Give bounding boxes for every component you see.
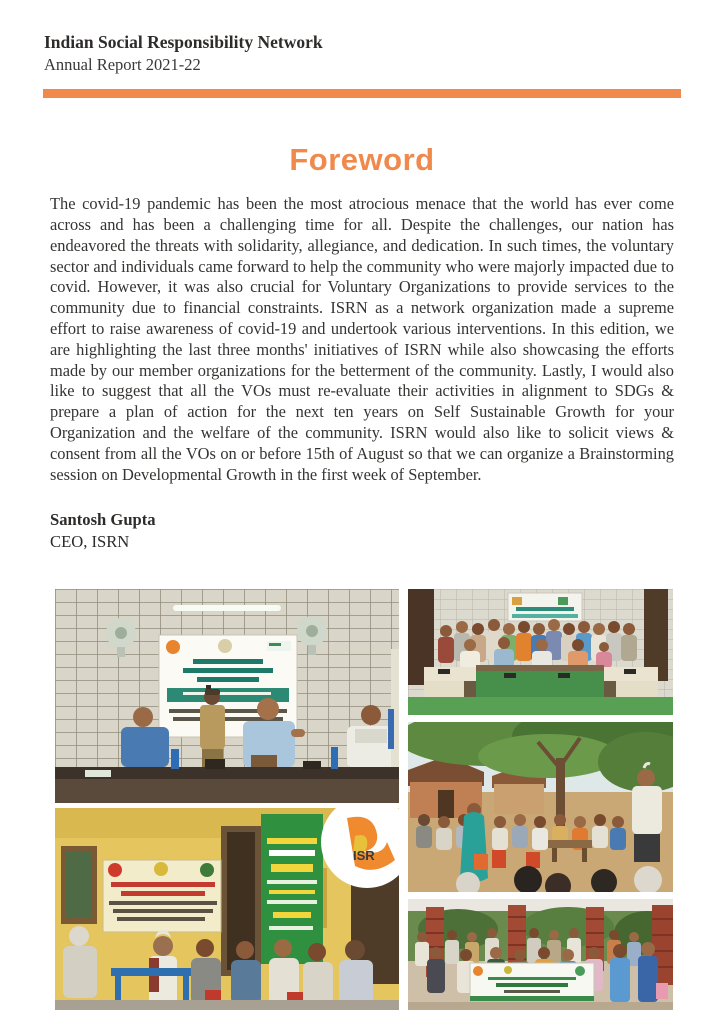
photo-collage [0, 589, 724, 1010]
photo-outdoor-community-meeting [408, 722, 673, 892]
photo-outdoor-community-meeting-image [408, 722, 673, 892]
page-header [44, 33, 680, 75]
signature-name: Santosh Gupta [50, 510, 156, 530]
conference-table [408, 665, 673, 715]
photo-conference-group-image [408, 589, 673, 715]
orange-divider [43, 89, 681, 98]
photo-village-banner-meeting-image [55, 808, 399, 1010]
wall-banner [508, 593, 582, 621]
svg-text:ISR: ISR [353, 848, 375, 863]
report-title: Annual Report 2021-22 [44, 55, 201, 75]
foreword-paragraph: The covid-19 pandemic has been the most atrocious menace that the world has ever come across and has been a challenging time for all. Despite the challenges, our nation has endeavored the threats with solidarity, allegiance, and dedication. In such times, the voluntary sector and individuals came forward to help the community who were majorly impacted due to covid. However, it was also crucial for Voluntary Organizations to provide services to the community due to financial constraints. ISRN as a network organization made a supreme effort to raise awareness of covid-19 and undertook various interventions. In this edition, we are highlighting the last three months' initiatives of ISRN while also showcasing the efforts made by our member organizations for the betterment of the community. Lastly, I would also like to suggest that all the VOs must re-evaluate their activities in alignment to SDGs & prepare a plan of action for the next ten years on Self Sustainable Growth for your Organization and the welfare of the community. ISRN would also like to solicit views & consent from all the VOs on or before 15th of August so that we can organize a Brainstorming session on Developmental Growth in the first week of September. [50, 194, 674, 484]
yellow-banner [103, 860, 221, 932]
page-title: Foreword [289, 142, 435, 178]
photo-group-banner [408, 899, 673, 1010]
photo-conference-group [408, 589, 673, 715]
org-name: Indian Social Responsibility Network [44, 32, 323, 52]
seated-crowd [416, 814, 626, 850]
signature-role: CEO, ISRN [50, 532, 130, 552]
training-banner [470, 963, 594, 1001]
green-banner [261, 814, 323, 964]
photo-meeting-hall [55, 589, 399, 803]
photo-group-banner-image [408, 899, 673, 1010]
photo-meeting-hall-image [55, 589, 399, 803]
photo-village-banner-meeting [55, 808, 399, 1010]
signature-block [50, 510, 674, 552]
